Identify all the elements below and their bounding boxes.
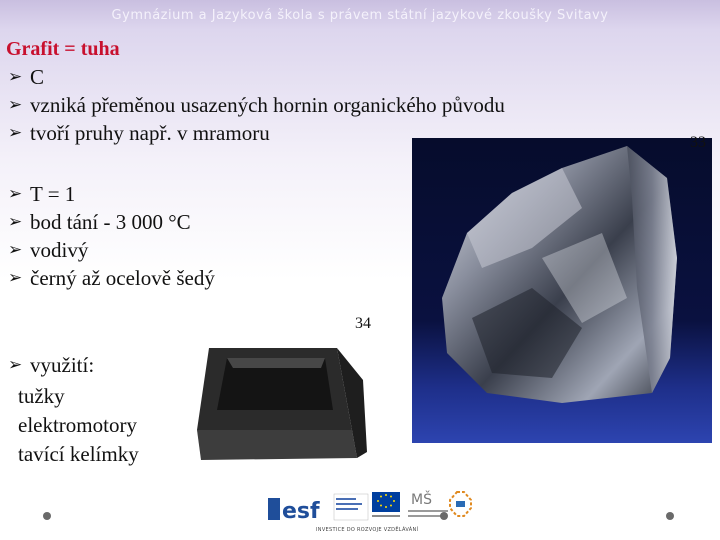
arrowhead-bullet-icon: ➢ [8,212,23,232]
esf-label-icon [334,494,368,520]
msmt-logo-icon: MŠ [411,492,432,508]
bullet-item: ➢ vzniká přeměnou usazených hornin organického původu [8,93,505,117]
graphite-photo [412,138,712,443]
slide-title: Grafit = tuha [6,38,120,60]
decorative-dot [440,512,448,520]
arrowhead-bullet-icon: ➢ [8,95,23,115]
arrowhead-bullet-icon: ➢ [8,355,23,375]
uses-list [18,382,139,469]
decorative-dot [666,512,674,520]
bullet-list-uses-label [8,351,94,379]
bullet-item: ➢ tvoří pruhy např. v mramoru [8,121,270,145]
logo-strip [268,488,473,526]
bullet-item: ➢ bod tání - 3 000 °C [8,210,191,234]
graphite-illustration [412,138,712,443]
arrowhead-bullet-icon: ➢ [8,184,23,204]
crucible-photo [187,340,377,472]
arrowhead-bullet-icon: ➢ [8,67,23,87]
uses-item: tužky [18,384,65,408]
arrowhead-bullet-icon: ➢ [8,123,23,143]
uses-item: elektromotory [18,413,137,437]
arrowhead-bullet-icon: ➢ [8,268,23,288]
funding-caption: INVESTICE DO ROZVOJE VZDĚLÁVÁNÍ [316,527,419,533]
figure-number-33: 33 [690,134,706,151]
school-header: Gymnázium a Jazyková škola s právem státní jazykové zkoušky Svitavy [111,8,609,23]
bullet-item: ➢ černý až ocelově šedý [8,266,215,290]
esf-icon [268,498,280,520]
figure-number-34: 34 [355,315,371,332]
bullet-item: ➢ využití: [8,353,95,377]
esf-logo-text: esf [282,499,320,524]
arrowhead-bullet-icon: ➢ [8,240,23,260]
bullet-list-properties [8,180,215,292]
bullet-item: ➢ vodivý [8,238,89,262]
crucible-illustration [187,340,377,472]
bullet-list-origin [8,63,505,147]
uses-item: tavící kelímky [18,442,139,466]
bullet-item: ➢ T = 1 [8,182,76,206]
decorative-dot [43,512,51,520]
bullet-item: ➢ C [8,65,45,89]
